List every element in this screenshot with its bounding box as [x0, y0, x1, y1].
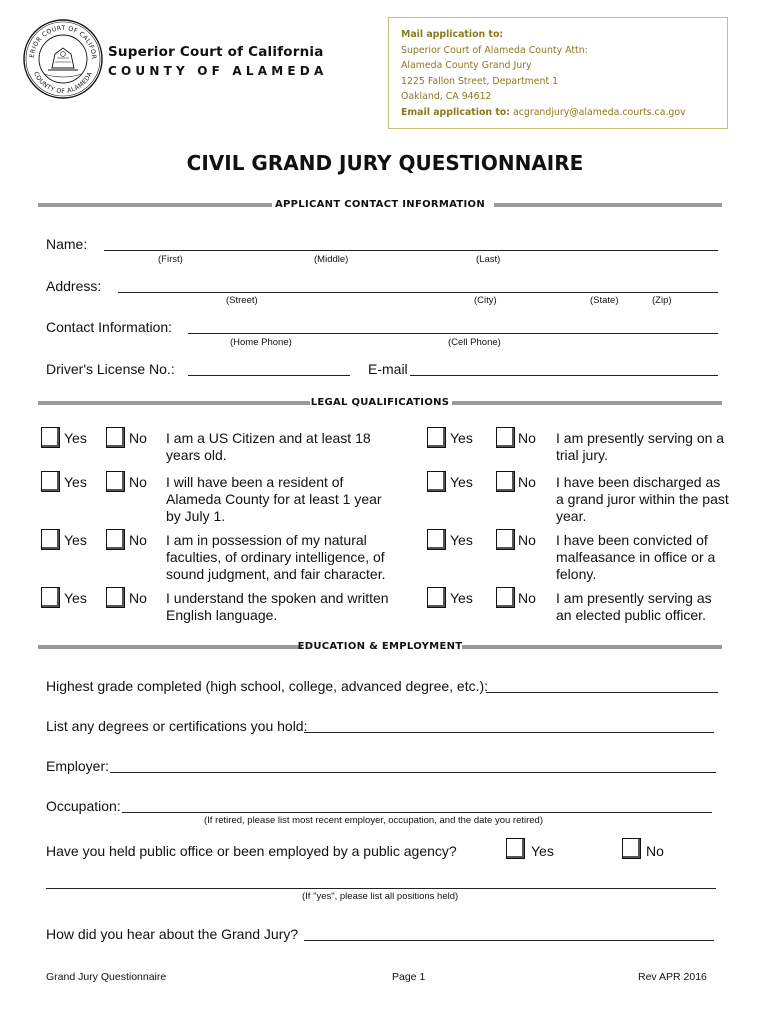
address-input-line[interactable]: [118, 292, 718, 293]
q5-yes-label: Yes: [450, 430, 473, 446]
occupation-label: Occupation:: [46, 798, 121, 814]
q5-statement: I am presently serving on a trial jury.: [556, 430, 725, 463]
q3-no-label: No: [129, 532, 147, 548]
q7-yes-label: Yes: [450, 532, 473, 548]
q2-statement: I will have been a resident of Alameda County for at least 1 year by July 1.: [166, 474, 382, 524]
q5-yes-checkbox[interactable]: [427, 427, 446, 448]
highest-grade-label: Highest grade completed (high school, college, advanced degree, etc.):: [46, 678, 489, 694]
court-county: COUNTY OF ALAMEDA: [108, 64, 328, 78]
q2-no-checkbox[interactable]: [106, 471, 125, 492]
q4-no-label: No: [129, 590, 147, 606]
email-field-label: E-mail: [368, 361, 408, 377]
q1-statement: I am a US Citizen and at least 18 years old.: [166, 430, 371, 463]
section-title-contact: APPLICANT CONTACT INFORMATION: [274, 199, 486, 210]
hear-about-label: How did you hear about the Grand Jury?: [46, 926, 299, 942]
public-office-question: Have you held public office or been employed by a public agency?: [46, 843, 457, 859]
contact-info-input-line[interactable]: [188, 333, 718, 334]
section-title-legal: LEGAL QUALIFICATIONS: [310, 397, 450, 408]
public-office-no-checkbox[interactable]: [622, 838, 641, 859]
q4-statement: I understand the spoken and written English language.: [166, 590, 389, 623]
q1-no-checkbox[interactable]: [106, 427, 125, 448]
q3-yes-checkbox[interactable]: [41, 529, 60, 550]
degrees-label: List any degrees or certifications you hold:: [46, 718, 308, 734]
name-first-caption: (First): [158, 254, 183, 265]
hear-about-input-line[interactable]: [304, 940, 714, 941]
q6-yes-checkbox[interactable]: [427, 471, 446, 492]
section-divider-contact: [38, 198, 722, 212]
q5-no-label: No: [518, 430, 536, 446]
positions-note: (If "yes", please list all positions held): [302, 891, 459, 902]
mail-title: Mail application to:: [401, 29, 504, 40]
seal-text-bottom: COUNTY OF ALAMEDA: [31, 70, 94, 96]
mail-instructions-box: [388, 17, 728, 129]
q6-no-label: No: [518, 474, 536, 490]
employer-input-line[interactable]: [110, 772, 716, 773]
q7-statement: I have been convicted of malfeasance in office or a felony.: [556, 532, 716, 582]
address-state-caption: (State): [590, 295, 619, 306]
court-name: Superior Court of California: [108, 44, 324, 60]
q7-yes-checkbox[interactable]: [427, 529, 446, 550]
q2-yes-label: Yes: [64, 474, 87, 490]
q8-yes-checkbox[interactable]: [427, 587, 446, 608]
public-office-yes-label: Yes: [531, 843, 554, 859]
q4-no-checkbox[interactable]: [106, 587, 125, 608]
section-divider-legal: [38, 396, 722, 410]
q4-yes-checkbox[interactable]: [41, 587, 60, 608]
address-zip-caption: (Zip): [652, 295, 672, 306]
public-office-no-label: No: [646, 843, 664, 859]
occupation-input-line[interactable]: [122, 812, 712, 813]
email-input-line[interactable]: [410, 375, 718, 376]
employer-label: Employer:: [46, 758, 110, 774]
mail-line-1: Superior Court of Alameda County Attn:: [401, 44, 588, 56]
svg-text:SUPERIOR COURT OF CALIFORNIA: [22, 18, 97, 60]
occupation-note: (If retired, please list most recent employer, occupation, and the date you retired): [204, 815, 544, 826]
q2-no-label: No: [129, 474, 147, 490]
address-street-caption: (Street): [226, 295, 258, 306]
q6-no-checkbox[interactable]: [496, 471, 515, 492]
q3-no-checkbox[interactable]: [106, 529, 125, 550]
email-address: acgrandjury@alameda.courts.ca.gov: [512, 106, 686, 118]
home-phone-caption: (Home Phone): [230, 337, 292, 348]
q1-yes-checkbox[interactable]: [41, 427, 60, 448]
page-title: CIVIL GRAND JURY QUESTIONNAIRE: [186, 151, 584, 175]
name-input-line[interactable]: [104, 250, 718, 251]
mail-line-2: Alameda County Grand Jury: [401, 60, 532, 71]
public-office-yes-checkbox[interactable]: [506, 838, 525, 859]
q7-no-checkbox[interactable]: [496, 529, 515, 550]
cell-phone-caption: (Cell Phone): [448, 337, 501, 348]
name-last-caption: (Last): [476, 254, 501, 265]
q8-no-label: No: [518, 590, 536, 606]
drivers-license-label: Driver's License No.:: [46, 361, 175, 377]
q8-yes-label: Yes: [450, 590, 473, 606]
q6-statement: I have been discharged as a grand juror within the past year.: [556, 474, 729, 524]
positions-input-line[interactable]: [46, 888, 716, 889]
section-divider-education: [38, 640, 722, 654]
q1-yes-label: Yes: [64, 430, 87, 446]
q8-statement: I am presently serving as an elected public officer.: [556, 590, 712, 623]
email-label: Email application to:: [401, 106, 510, 118]
section-title-education: EDUCATION & EMPLOYMENT: [297, 641, 463, 652]
footer-form-name: Grand Jury Questionnaire: [46, 971, 167, 983]
mail-line-3: 1225 Fallon Street, Department 1: [401, 75, 559, 87]
q5-no-checkbox[interactable]: [496, 427, 515, 448]
court-seal: [22, 18, 104, 100]
contact-info-label: Contact Information:: [46, 319, 173, 335]
drivers-license-input-line[interactable]: [188, 375, 350, 376]
q8-no-checkbox[interactable]: [496, 587, 515, 608]
degrees-input-line[interactable]: [304, 732, 714, 733]
mail-line-4: Oakland, CA 94612: [401, 91, 492, 102]
footer-revision: Rev APR 2016: [638, 971, 707, 983]
address-label: Address:: [46, 278, 102, 294]
q4-yes-label: Yes: [64, 590, 87, 606]
q7-no-label: No: [518, 532, 536, 548]
name-middle-caption: (Middle): [314, 254, 349, 265]
q2-yes-checkbox[interactable]: [41, 471, 60, 492]
q1-no-label: No: [129, 430, 147, 446]
q3-statement: I am in possession of my natural faculties, of ordinary intelligence, of sound judgment, and fair character.: [166, 532, 386, 582]
footer-page-number: Page 1: [392, 971, 426, 983]
name-label: Name:: [46, 236, 88, 252]
q6-yes-label: Yes: [450, 474, 473, 490]
q3-yes-label: Yes: [64, 532, 87, 548]
highest-grade-input-line[interactable]: [486, 692, 718, 693]
address-city-caption: (City): [474, 295, 497, 306]
seal-text-top: ERIOR COURT OF CALIFOR: [28, 24, 98, 60]
